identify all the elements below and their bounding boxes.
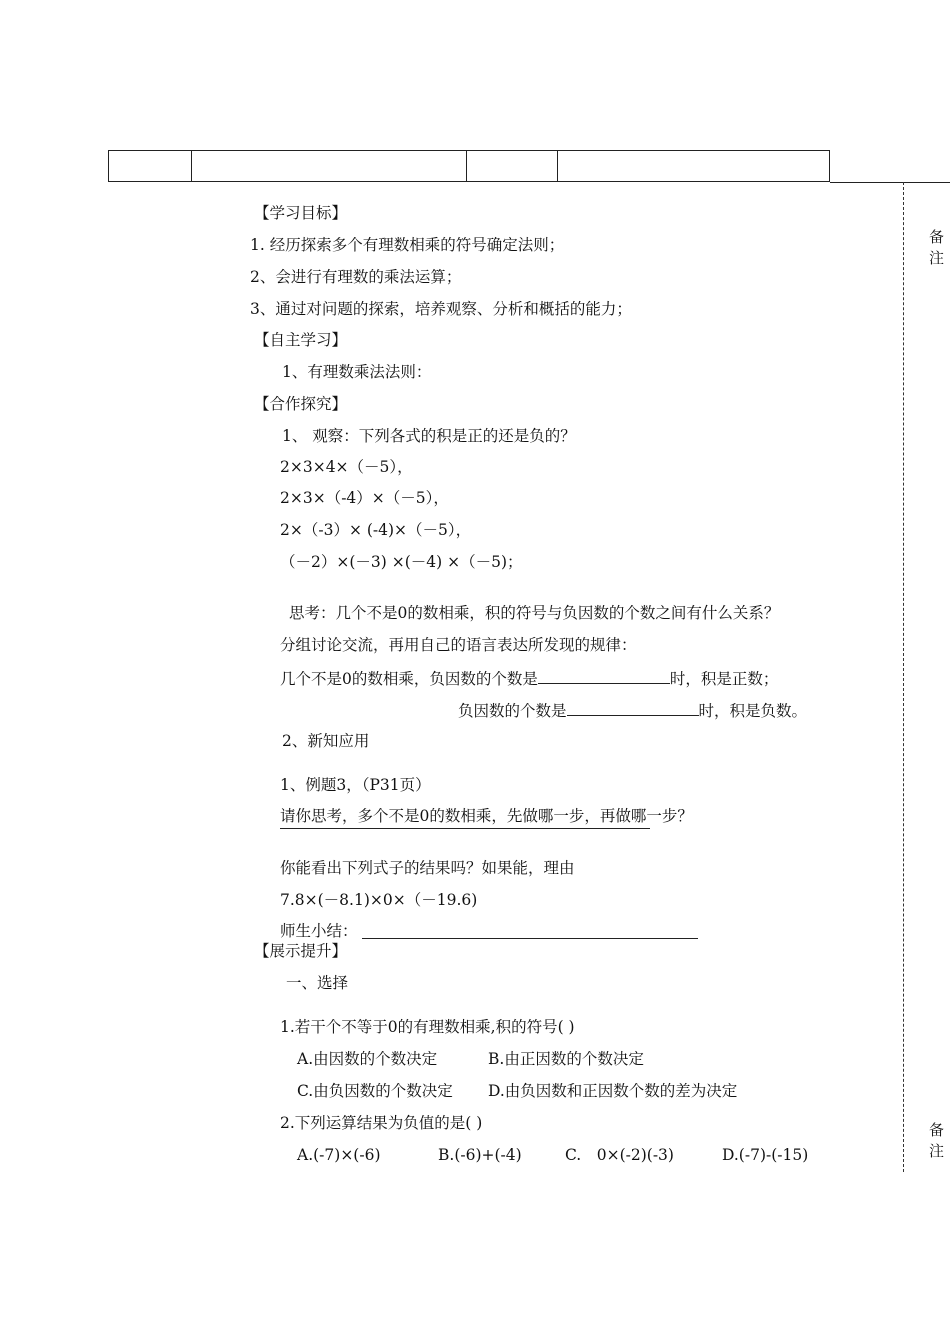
q2-option-c: C. 0×(-2)(-3): [565, 1146, 674, 1164]
q1-option-c: C.由负因数的个数决定: [297, 1082, 453, 1100]
question-1: 1.若干个不等于0的有理数相乘,积的符号( ): [280, 1018, 575, 1036]
rule2-blank[interactable]: [567, 699, 699, 716]
header-cell-3: [467, 151, 558, 182]
q2-option-b: B.(-6)+(-4): [438, 1146, 522, 1164]
example-ref: 1、例题3，（P31页）: [280, 776, 431, 794]
observe-prompt: 1、 观察：下列各式的积是正的还是负的？: [282, 427, 576, 445]
margin-dashed-line: [903, 182, 904, 1172]
choice-section: 一、选择: [286, 974, 349, 992]
discuss-instruction: 分组讨论交流，再用自己的语言表达所发现的规律：: [280, 636, 637, 654]
self-study-heading: 【自主学习】: [254, 331, 348, 349]
q2-option-a: A.(-7)×(-6): [297, 1146, 381, 1164]
self-study-item: 1、有理数乘法法则：: [282, 363, 432, 381]
summary-label: 师生小结：: [280, 922, 358, 940]
q1-option-d: D.由负因数和正因数个数的差为决定: [488, 1082, 738, 1100]
rule1-suffix: 时，积是正数；: [669, 670, 779, 688]
header-cell-4: [558, 151, 830, 182]
goals-heading: 【学习目标】: [254, 204, 348, 222]
rule1-blank[interactable]: [538, 667, 670, 684]
header-rule-extension: [830, 182, 950, 183]
rule-line-1: [280, 667, 778, 689]
step-question-underline: [280, 828, 650, 829]
header-table: [108, 150, 830, 182]
question-2: 2.下列运算结果为负值的是( ): [280, 1114, 483, 1132]
header-cell-2: [192, 151, 467, 182]
q1-option-b: B.由正因数的个数决定: [488, 1050, 644, 1068]
expression-3: 2×（-3）× (-4)×（－5），: [280, 521, 472, 539]
can-see-prompt: 你能看出下列式子的结果吗？如果能，理由: [280, 859, 575, 877]
show-heading: 【展示提升】: [254, 942, 348, 960]
summary-blank[interactable]: [362, 938, 698, 939]
goal-item-1: 1. 经历探索多个有理数相乘的符号确定法则；: [250, 236, 565, 254]
rule-line-2: [458, 699, 807, 721]
rule1-prefix: 几个不是0的数相乘，负因数的个数是: [280, 670, 538, 688]
side-note-bottom: 备注: [929, 1121, 945, 1160]
expression-2: 2×3×（-4）×（－5），: [280, 489, 449, 507]
goal-item-3: 3、通过对问题的探索，培养观察、分析和概括的能力；: [250, 300, 632, 318]
step-question: 请你思考，多个不是0的数相乘，先做哪一步，再做哪一步？: [280, 807, 693, 825]
side-note-top: 备注: [929, 228, 945, 267]
q2-option-d: D.(-7)-(-15): [722, 1146, 809, 1164]
cooperate-heading: 【合作探究】: [254, 395, 348, 413]
expression-1: 2×3×4×（－5），: [280, 458, 413, 476]
new-app-heading: 2、新知应用: [282, 732, 370, 750]
goal-item-2: 2、会进行有理数的乘法运算；: [250, 268, 462, 286]
header-cell-1: [109, 151, 192, 182]
expression-4: （－2）×(－3) ×(－4) ×（－5)；: [280, 553, 523, 571]
rule2-prefix: 负因数的个数是: [458, 702, 567, 720]
think-question: 思考：几个不是0的数相乘，积的符号与负因数的个数之间有什么关系？: [289, 604, 780, 622]
calc-expression: 7.8×(－8.1)×0×（－19.6): [280, 891, 478, 909]
rule2-suffix: 时，积是负数。: [698, 702, 808, 720]
q1-option-a: A.由因数的个数决定: [297, 1050, 438, 1068]
